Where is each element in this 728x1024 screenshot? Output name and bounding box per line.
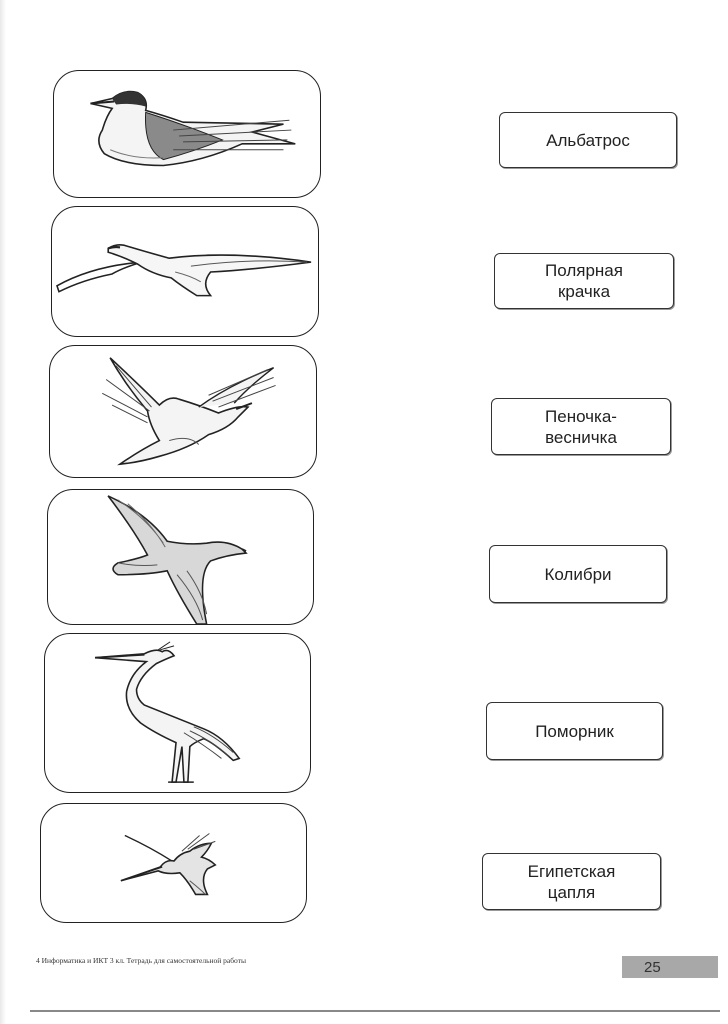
warbler-flying-icon [50,346,316,477]
footer-book-title: 4 Информатика и ИКТ 3 кл. Тетрадь для самостоятельной работы [36,956,247,965]
bird-card-4[interactable] [47,489,314,625]
bottom-divider [30,1010,720,1012]
bird-card-2[interactable] [51,206,319,337]
tern-sitting-icon [54,71,320,197]
hummingbird-icon [41,804,306,922]
page-edge-shadow [0,0,6,1024]
heron-standing-icon [45,634,310,792]
bird-card-3[interactable] [49,345,317,478]
name-label-arctic-tern[interactable]: Полярная крачка [494,253,674,309]
bird-card-5[interactable] [44,633,311,793]
bird-card-6[interactable] [40,803,307,923]
skua-flying-icon [48,490,313,624]
name-label-willow-warbler[interactable]: Пеночка- весничка [491,398,671,455]
name-label-egyptian-heron[interactable]: Египетская цапля [482,853,661,910]
albatross-gliding-icon [52,207,318,336]
name-label-skua[interactable]: Поморник [486,702,663,760]
name-label-hummingbird[interactable]: Колибри [489,545,667,603]
page-number: 25 [622,956,718,978]
name-label-albatross[interactable]: Альбатрос [499,112,677,168]
bird-card-1[interactable] [53,70,321,198]
